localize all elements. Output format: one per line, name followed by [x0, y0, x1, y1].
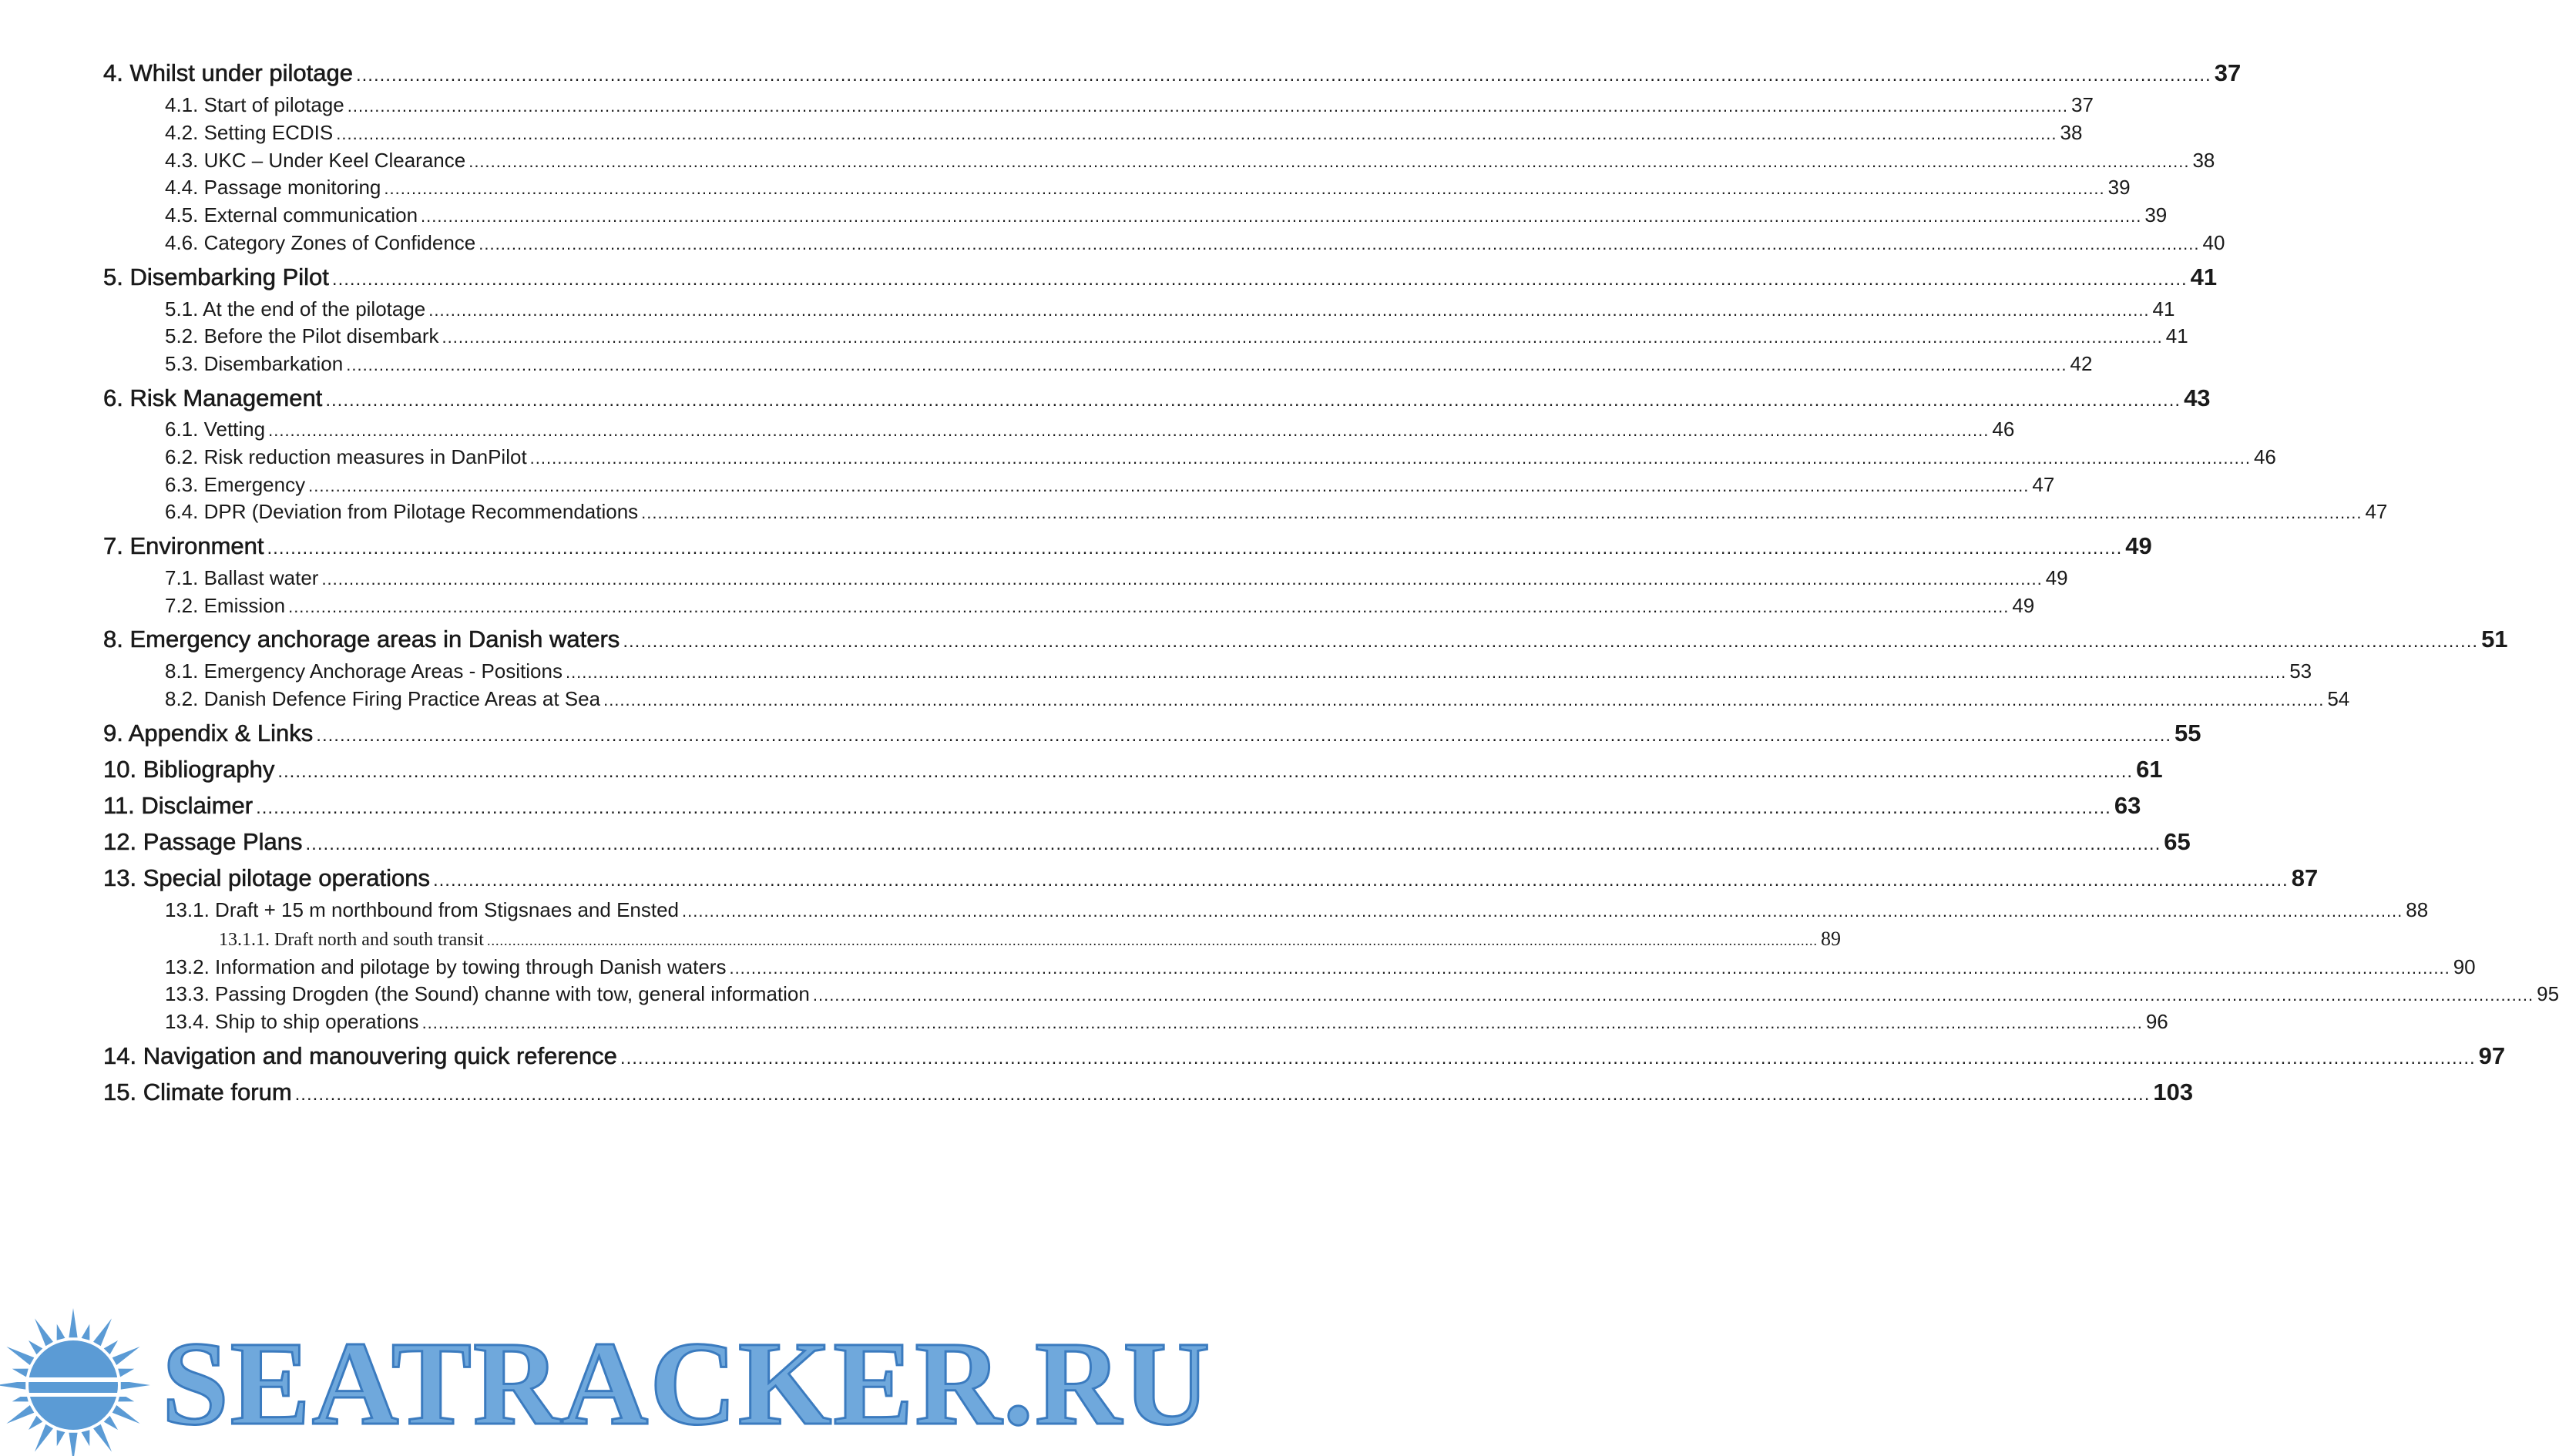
- toc-subsection-entry[interactable]: [165, 203, 2168, 227]
- toc-entry-title: 8.2. Danish Defence Firing Practice Areas at Sea: [165, 687, 601, 710]
- sun-ray: [118, 1369, 134, 1377]
- toc-entry-title: 13.4. Ship to ship operations: [165, 1010, 419, 1033]
- toc-subsection-entry[interactable]: [165, 594, 2035, 618]
- sun-ray: [113, 1405, 140, 1424]
- toc-entry-title: 7.1. Ballast water: [165, 566, 319, 589]
- toc-dot-leader: [421, 206, 2141, 226]
- sun-ray: [6, 1347, 34, 1365]
- toc-dot-leader: [306, 834, 2161, 855]
- toc-dot-leader: [641, 503, 2362, 523]
- toc-page-number: 55: [2174, 720, 2201, 746]
- toc-subsection-entry[interactable]: [165, 659, 2312, 683]
- toc-page-number: 38: [2192, 149, 2215, 172]
- toc-section-entry[interactable]: [103, 263, 2218, 291]
- toc-entry-title: 8. Emergency anchorage areas in Danish waters: [103, 626, 620, 653]
- toc-page-number: 46: [2253, 445, 2276, 468]
- toc-dot-leader: [442, 327, 2163, 347]
- toc-dot-leader: [384, 179, 2104, 199]
- toc-section-entry[interactable]: [103, 1079, 2194, 1106]
- toc-entry-title: 6.3. Emergency: [165, 473, 306, 496]
- toc-subsection-entry[interactable]: [165, 500, 2388, 524]
- toc-dot-leader: [295, 1084, 2151, 1105]
- toc-page-number: 41: [2152, 297, 2175, 320]
- toc-subsection-entry[interactable]: [165, 898, 2429, 922]
- toc-entry-title: 5. Disembarking Pilot: [103, 263, 329, 290]
- toc-page-number: 49: [2125, 532, 2152, 559]
- toc-dot-leader: [288, 597, 2009, 617]
- toc-entry-title: 14. Navigation and manouvering quick reference: [103, 1042, 617, 1069]
- toc-page-number: 61: [2136, 756, 2163, 783]
- toc-page-number: 41: [2190, 263, 2218, 290]
- toc-page-number: 37: [2070, 93, 2094, 116]
- toc-page-number: 47: [2365, 500, 2388, 523]
- toc-entry-title: 11. Disclaimer: [103, 792, 254, 819]
- toc-section-entry[interactable]: [103, 384, 2211, 412]
- toc-page-number: 39: [2144, 203, 2168, 226]
- toc-dot-leader: [603, 690, 2324, 710]
- toc-page-number: 51: [2481, 626, 2508, 653]
- toc-dot-leader: [346, 355, 2067, 375]
- toc-entry-title: 7. Environment: [103, 532, 264, 559]
- toc-entry-title: 7.2. Emission: [165, 594, 286, 617]
- toc-dot-leader: [620, 1048, 2476, 1069]
- toc-subsection-entry[interactable]: [165, 176, 2131, 200]
- sun-ray: [12, 1369, 29, 1377]
- toc-page-number: 38: [2060, 121, 2083, 144]
- toc-dot-leader: [316, 725, 2171, 746]
- toc-page-number: 90: [2453, 955, 2476, 978]
- toc-page-number: 87: [2291, 864, 2319, 891]
- toc-subsection-entry[interactable]: [165, 149, 2215, 173]
- toc-dot-leader: [428, 300, 2149, 320]
- toc-entry-title: 13.1.1. Draft north and south transit: [219, 930, 484, 950]
- toc-entry-title: 10. Bibliography: [103, 756, 275, 783]
- sun-ray: [113, 1347, 140, 1365]
- toc-page-number: 96: [2145, 1010, 2168, 1033]
- toc-dot-leader: [321, 569, 2042, 589]
- toc-page-number: 37: [2214, 59, 2242, 86]
- toc-subsection-entry[interactable]: [165, 445, 2276, 469]
- sun-ray: [35, 1318, 53, 1346]
- toc-subsection-entry[interactable]: [165, 473, 2055, 497]
- toc-dot-leader: [479, 234, 2199, 254]
- toc-subsection-entry[interactable]: [165, 418, 2015, 441]
- toc-entry-title: 4.2. Setting ECDIS: [165, 121, 334, 144]
- toc-dot-leader: [468, 152, 2189, 172]
- toc-dot-leader: [729, 958, 2450, 978]
- sun-ray: [104, 1416, 118, 1430]
- toc-entry-title: 5.1. At the end of the pilotage: [165, 297, 426, 320]
- sun-horizon-line: [15, 1377, 139, 1382]
- toc-subsection-entry[interactable]: [165, 982, 2559, 1006]
- toc-page-number: 42: [2070, 352, 2093, 375]
- sun-ray: [29, 1416, 42, 1430]
- sun-ray: [35, 1424, 53, 1452]
- toc-entry-title: 8.1. Emergency Anchorage Areas - Positions: [165, 659, 563, 683]
- sun-ray: [82, 1430, 90, 1446]
- toc-entry-title: 13.1. Draft + 15 m northbound from Stigsnaes and Ensted: [165, 898, 680, 921]
- toc-entry-title: 6.1. Vetting: [165, 418, 266, 441]
- toc-entry-title: 4.3. UKC – Under Keel Clearance: [165, 149, 466, 172]
- toc-page-number: 97: [2478, 1042, 2506, 1069]
- sun-ray: [29, 1340, 42, 1354]
- toc-subsection-entry[interactable]: [165, 1010, 2168, 1034]
- toc-entry-title: 4.1. Start of pilotage: [165, 93, 344, 116]
- toc-dot-leader: [308, 476, 2029, 496]
- toc-page-number: 103: [2153, 1079, 2194, 1105]
- watermark-text: SEATRACKER.RU: [162, 1317, 1212, 1450]
- toc-entry-title: 4. Whilst under pilotage: [103, 59, 353, 86]
- sun-ray: [57, 1430, 65, 1446]
- toc-dot-leader: [566, 663, 2286, 683]
- toc-page-number: 89: [1820, 928, 1841, 950]
- toc-section-entry[interactable]: [103, 864, 2319, 892]
- toc-section-entry[interactable]: [103, 828, 2191, 856]
- toc-page-number: 49: [2012, 594, 2035, 617]
- toc-entry-title: 15. Climate forum: [103, 1079, 292, 1105]
- sun-ray: [93, 1318, 112, 1346]
- toc-page-number: 40: [2202, 231, 2225, 254]
- toc-dot-leader: [813, 985, 2534, 1005]
- sun-ray: [104, 1340, 118, 1354]
- toc-subsection-entry[interactable]: [165, 121, 2083, 145]
- toc-page-number: 53: [2289, 659, 2312, 683]
- toc-dot-leader: [422, 1013, 2143, 1033]
- toc-entry-title: 6. Risk Management: [103, 384, 323, 411]
- toc-entry-title: 5.3. Disembarkation: [165, 352, 344, 375]
- toc-dot-leader: [530, 448, 2251, 468]
- toc-section-entry[interactable]: [103, 756, 2163, 783]
- toc-entry-title: 6.4. DPR (Deviation from Pilotage Recommendations: [165, 500, 639, 523]
- toc-entry-title: 13.2. Information and pilotage by towing through Danish waters: [165, 955, 727, 978]
- toc-dot-leader: [433, 870, 2289, 891]
- toc-dot-leader: [332, 269, 2188, 290]
- sun-ray: [0, 1381, 25, 1389]
- toc-page-number: 47: [2032, 473, 2055, 496]
- toc-subsection-entry[interactable]: [165, 93, 2094, 117]
- sun-disc: [29, 1340, 118, 1430]
- toc-subsection-entry[interactable]: [165, 955, 2476, 979]
- toc-subsection-entry[interactable]: [165, 687, 2350, 711]
- toc-section-entry[interactable]: [103, 626, 2508, 653]
- sun-ray: [121, 1381, 150, 1389]
- toc-subsection-entry[interactable]: [165, 231, 2225, 255]
- toc-subsection-entry[interactable]: [165, 297, 2175, 321]
- toc-section-entry[interactable]: [103, 532, 2152, 560]
- toc-page-number: 49: [2045, 566, 2068, 589]
- toc-dot-leader: [256, 797, 2111, 819]
- toc-page-number: 43: [2184, 384, 2211, 411]
- toc-entry-title: 5.2. Before the Pilot disembark: [165, 324, 439, 347]
- toc-entry-title: 13.3. Passing Drogden (the Sound) channe with tow, general information: [165, 982, 810, 1005]
- toc-dot-leader: [336, 124, 2057, 144]
- toc-entry-title: 4.4. Passage monitoring: [165, 176, 381, 199]
- toc-subsection-entry[interactable]: [165, 566, 2068, 590]
- toc-page-number: 46: [1992, 418, 2015, 441]
- toc-page-number: 95: [2537, 982, 2559, 1005]
- sun-ray: [69, 1433, 77, 1456]
- toc-dot-leader: [267, 538, 2123, 559]
- toc-entry-title: 13. Special pilotage operations: [103, 864, 430, 891]
- toc-dot-leader: [348, 96, 2068, 116]
- toc-section-entry[interactable]: [103, 59, 2242, 87]
- toc-section-entry[interactable]: [103, 792, 2141, 820]
- toc-dot-leader: [682, 901, 2403, 921]
- sun-ray: [93, 1424, 112, 1452]
- toc-subsubsection-entry[interactable]: [219, 928, 1841, 951]
- toc-entry-title: 4.5. External communication: [165, 203, 418, 226]
- toc-subsection-entry[interactable]: [165, 324, 2188, 348]
- toc-page-number: 54: [2327, 687, 2350, 710]
- sun-ray: [6, 1405, 34, 1424]
- sun-ray: [82, 1324, 90, 1340]
- toc-dot-leader: [268, 421, 1989, 441]
- toc-subsection-entry[interactable]: [165, 352, 2093, 376]
- toc-page-number: 65: [2164, 828, 2191, 855]
- sun-ray: [57, 1324, 65, 1340]
- toc-entry-title: 12. Passage Plans: [103, 828, 303, 855]
- toc-dot-leader: [487, 933, 1818, 949]
- toc-page-number: 63: [2114, 792, 2141, 819]
- toc-entry-title: 9. Appendix & Links: [103, 720, 314, 746]
- toc-section-entry[interactable]: [103, 1042, 2506, 1070]
- toc-section-entry[interactable]: [103, 720, 2201, 747]
- toc-dot-leader: [356, 65, 2211, 86]
- toc-entry-title: 4.6. Category Zones of Confidence: [165, 231, 476, 254]
- sun-horizon-line-2: [15, 1393, 139, 1397]
- toc-page-number: 39: [2107, 176, 2131, 199]
- toc-dot-leader: [623, 631, 2478, 653]
- toc-dot-leader: [325, 390, 2181, 411]
- toc-page-number: 88: [2406, 898, 2429, 921]
- toc-page-number: 41: [2165, 324, 2188, 347]
- toc-entry-title: 6.2. Risk reduction measures in DanPilot: [165, 445, 527, 468]
- sun-ray: [69, 1308, 77, 1337]
- toc-dot-leader: [277, 761, 2133, 783]
